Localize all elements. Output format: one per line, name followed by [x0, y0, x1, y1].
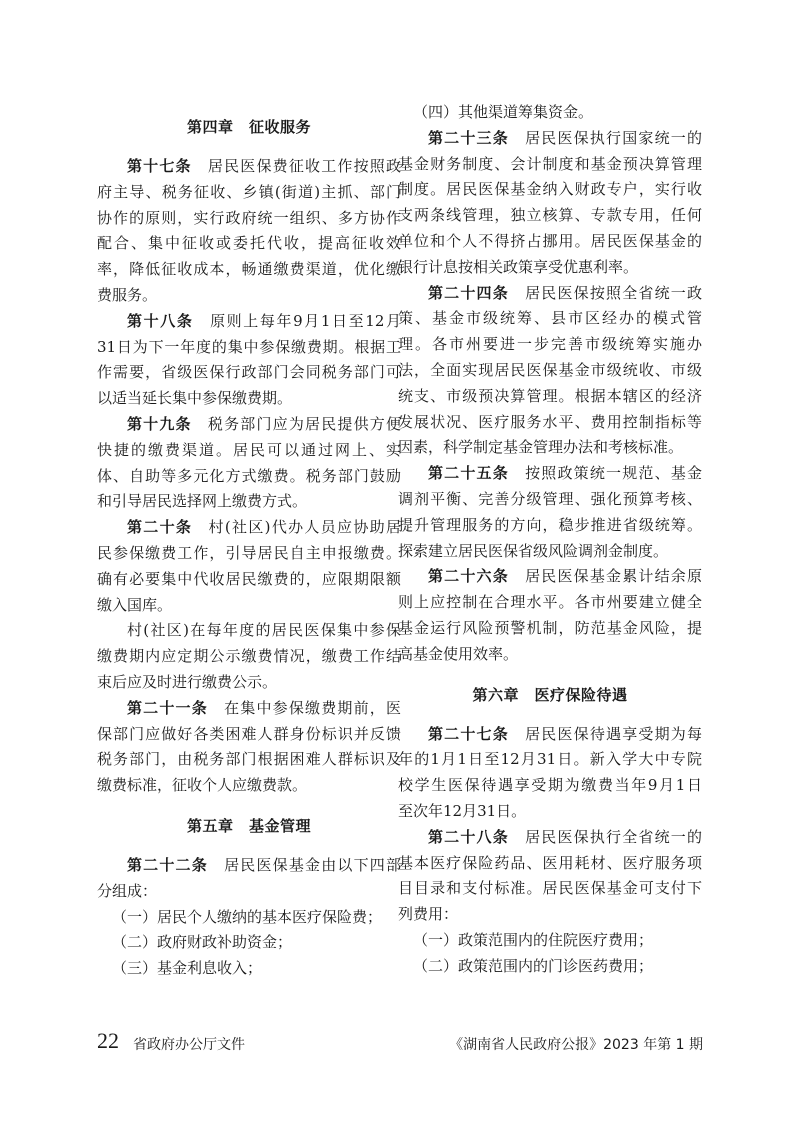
paragraph-line: 保部门应做好各类困难人群身份标识并反馈	[97, 724, 401, 743]
article-number: 第二十八条	[428, 827, 509, 846]
list-item: （三）基金利息收入；	[112, 959, 263, 978]
chapter-title: 第六章 医疗保险待遇	[472, 685, 628, 704]
article-number: 第二十五条	[428, 464, 509, 483]
paragraph-line: 协作的原则，实行政府统一组织、多方协作	[97, 208, 401, 227]
paragraph-line: 第二十一条 在集中参保缴费期前，医	[127, 698, 401, 717]
list-item: （四）其他渠道筹集资金。	[413, 103, 594, 121]
article-number: 第十七条	[127, 157, 192, 175]
paragraph-line: 31日为下一年度的集中参保缴费期。根据工	[97, 337, 401, 356]
paragraph-line: 第十七条 居民医保费征收工作按照政	[127, 157, 401, 175]
paragraph-line: 第二十八条 居民医保执行全省统一的	[428, 827, 702, 846]
paragraph-line: 基本医疗保险药品、医用耗材、医疗服务项	[398, 853, 702, 872]
paragraph-line: 第二十条 村(社区)代办人员应协助居	[127, 518, 401, 537]
paragraph-line: 第二十七条 居民医保待遇享受期为每	[428, 724, 702, 743]
article-number: 第二十三条	[428, 128, 509, 147]
chapter-title: 第四章 征收服务	[186, 118, 311, 136]
paragraph-line: 统支、市级预决算管理。根据本辖区的经济	[398, 386, 702, 405]
paragraph-line: 第二十五条 按照政策统一规范、基金	[428, 464, 702, 483]
paragraph-line: 缴费标准，征收个人应缴费款。	[97, 776, 308, 795]
right-column	[398, 100, 702, 980]
paragraph-line: 第二十二条 居民医保基金由以下四部	[127, 855, 401, 874]
list-item: （一）居民个人缴纳的基本医疗保险费；	[112, 907, 383, 926]
paragraph-line: 列费用：	[398, 905, 459, 924]
paragraph-line: 单位和个人不得挤占挪用。居民医保基金的	[398, 231, 702, 250]
paragraph-line: 第二十四条 居民医保按照全省统一政	[428, 283, 702, 302]
paragraph-line: 目目录和支付标准。居民医保基金可支付下	[398, 879, 702, 898]
paragraph-line: 发展状况、医疗服务水平、费用控制指标等	[398, 412, 702, 431]
paragraph-line: 第二十三条 居民医保执行国家统一的	[428, 128, 702, 147]
paragraph-line: 法，全面实现居民医保基金市级统收、市级	[398, 360, 702, 379]
department-label: 省政府办公厅文件	[133, 1037, 245, 1053]
journal-label: 《湖南省人民政府公报》2023 年第 1 期	[449, 1037, 703, 1053]
paragraph-line: 确有必要集中代收居民缴费的，应限期限额	[97, 569, 401, 588]
paragraph-line: 作需要，省级医保行政部门会同税务部门可	[97, 363, 401, 382]
paragraph-line: 缴费期内应定期公示缴费情况，缴费工作结	[97, 647, 401, 666]
paragraph-line: 快捷的缴费渠道。居民可以通过网上、实	[97, 440, 401, 459]
paragraph-line: 提升管理服务的方向，稳步推进省级统筹。	[398, 515, 702, 534]
paragraph-line: 基金运行风险预警机制，防范基金风险，提	[398, 618, 702, 637]
left-column	[97, 100, 401, 982]
paragraph-line: 费服务。	[97, 285, 158, 304]
article-number: 第十九条	[127, 414, 192, 433]
paragraph-line: 分组成：	[97, 881, 158, 900]
article-number: 第二十二条	[127, 855, 208, 874]
paragraph-line: 调剂平衡、完善分级管理、强化预算考核、	[398, 489, 702, 508]
paragraph-line: 以适当延长集中参保缴费期。	[97, 389, 293, 408]
list-item: （二）政策范围内的门诊医药费用；	[413, 956, 654, 975]
paragraph-line: 配合、集中征收或委托代收，提高征收效	[97, 234, 401, 253]
paragraph-line: 体、自助等多元化方式缴费。税务部门鼓励	[97, 466, 401, 485]
article-number: 第十八条	[127, 311, 194, 330]
paragraph-line: 则上应控制在合理水平。各市州要建立健全	[398, 593, 702, 612]
list-item: （一）政策范围内的住院医疗费用；	[413, 930, 654, 949]
article-number: 第二十六条	[428, 567, 509, 586]
list-item: （二）政府财政补助资金；	[112, 933, 293, 952]
paragraph-line: 理。各市州要进一步完善市级统筹实施办	[398, 335, 702, 354]
paragraph-line: 缴入国库。	[97, 595, 173, 614]
paragraph-line: 制度。居民医保基金纳入财政专户，实行收	[398, 180, 702, 199]
paragraph-line: 第十八条 原则上每年9月1日至12月	[127, 311, 401, 330]
page-number: 22	[97, 1028, 119, 1053]
article-number: 第二十一条	[127, 698, 208, 717]
article-number: 第二十条	[127, 518, 193, 537]
paragraph-line: 束后应及时进行缴费公示。	[97, 672, 278, 691]
paragraph-line: 和引导居民选择网上缴费方式。	[97, 492, 308, 511]
chapter-title: 第五章 基金管理	[186, 816, 311, 835]
paragraph-line: 率，降低征收成本，畅通缴费渠道，优化缴	[97, 260, 401, 279]
paragraph-line: 村(社区)在每年度的居民医保集中参保	[127, 621, 401, 640]
paragraph-line: 第二十六条 居民医保基金累计结余原	[428, 567, 702, 586]
article-number: 第二十四条	[428, 283, 509, 302]
paragraph-line: 高基金使用效率。	[398, 644, 519, 663]
paragraph-line: 支两条线管理，独立核算、专款专用，任何	[398, 206, 702, 225]
paragraph-line: 策、基金市级统筹、县市区经办的模式管	[398, 309, 702, 328]
paragraph-line: 税务部门，由税务部门根据困难人群标识及	[97, 750, 401, 769]
paragraph-line: 府主导、税务征收、乡镇(街道)主抓、部门	[97, 182, 401, 201]
paragraph-line: 基金财务制度、会计制度和基金预决算管理	[398, 154, 702, 173]
paragraph-line: 银行计息按相关政策享受优惠利率。	[398, 257, 639, 276]
paragraph-line: 因素，科学制定基金管理办法和考核标准。	[398, 438, 684, 457]
paragraph-line: 年的1月1日至12月31日。新入学大中专院	[398, 750, 702, 769]
paragraph-line: 民参保缴费工作，引导居民自主申报缴费。	[97, 543, 401, 562]
paragraph-line: 至次年12月31日。	[398, 801, 527, 820]
article-number: 第二十七条	[428, 724, 509, 743]
page-footer	[97, 1028, 703, 1060]
paragraph-line: 校学生医保待遇享受期为缴费当年9月1日	[398, 776, 702, 795]
paragraph-line: 第十九条 税务部门应为居民提供方便	[127, 414, 401, 433]
paragraph-line: 探索建立居民医保省级风险调剂金制度。	[398, 541, 669, 560]
